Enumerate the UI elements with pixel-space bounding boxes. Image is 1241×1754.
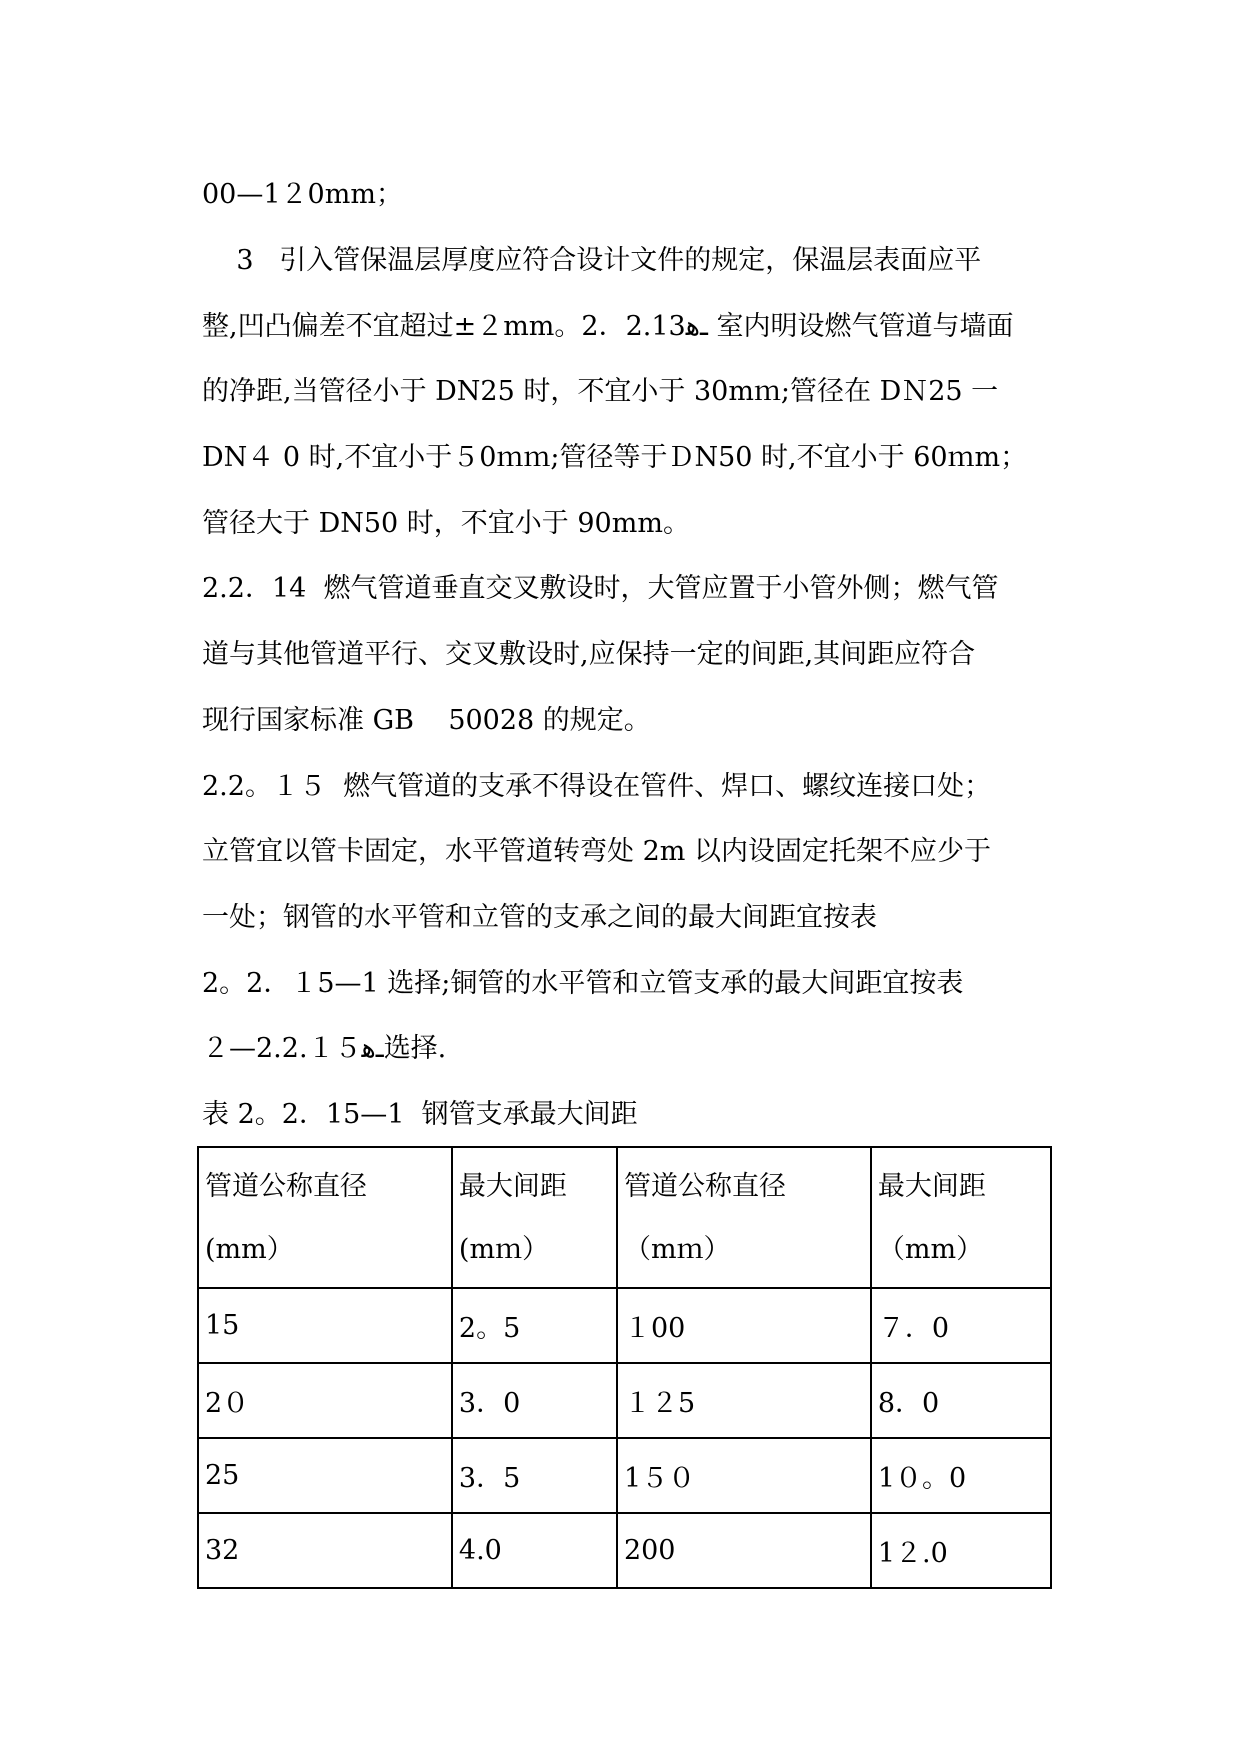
table-row bbox=[198, 1288, 1051, 1363]
header-cell: 最大间距 （mm） bbox=[871, 1147, 1051, 1288]
table-cell: 3．5 bbox=[452, 1438, 617, 1513]
table-row bbox=[198, 1513, 1051, 1588]
table-cell: 2０ bbox=[198, 1363, 452, 1438]
table-header-row bbox=[198, 1147, 1051, 1288]
text-line: 一处；钢管的水平管和立管的支承之间的最大间距宜按表 bbox=[202, 902, 877, 933]
table-cell: 15 bbox=[198, 1288, 452, 1363]
table-cell: 1０。0 bbox=[871, 1438, 1051, 1513]
text-line: 整,凹凸偏差不宜超过±２mm。2．2.13ـﻫ 室内明设燃气管道与墙面 bbox=[202, 311, 1014, 342]
text-line: ２—2.2.１５ـﻫ选择. bbox=[202, 1033, 447, 1064]
table-row bbox=[198, 1438, 1051, 1513]
table-cell: １２5 bbox=[617, 1363, 871, 1438]
text-line: 2。2．１5—1 选择;铜管的水平管和立管支承的最大间距宜按表 bbox=[202, 968, 964, 999]
table-cell: 1５０ bbox=[617, 1438, 871, 1513]
text-line: 立管宜以管卡固定，水平管道转弯处 2m 以内设固定托架不应少于 bbox=[202, 836, 991, 867]
steel-support-spacing-table bbox=[197, 1146, 1052, 1589]
text-line: 3 引入管保温层厚度应符合设计文件的规定，保温层表面应平 bbox=[202, 245, 982, 276]
table-cell: 4.0 bbox=[452, 1513, 617, 1588]
text-line: 现行国家标准 GB 50028 的规定。 bbox=[202, 705, 651, 736]
header-cell: 最大间距 (mｍ） bbox=[452, 1147, 617, 1288]
table-cell: 3．0 bbox=[452, 1363, 617, 1438]
text-line: 2.2．14 燃气管道垂直交叉敷设时，大管应置于小管外侧；燃气管 bbox=[202, 573, 999, 604]
text-line: 00—1２0mm； bbox=[202, 179, 403, 210]
table-caption: 表 2。2．15—1 钢管支承最大间距 bbox=[202, 1099, 638, 1130]
table-cell: 2。5 bbox=[452, 1288, 617, 1363]
text-line: DN４ 0 时,不宜小于５0ｍｍ;管径等于ＤN50 时,不宜小于 60ｍm； bbox=[202, 442, 1028, 473]
table-row bbox=[198, 1363, 1051, 1438]
text-line: 的净距,当管径小于 DN25 时，不宜小于 30mｍ;管径在 DＮ25 一 bbox=[202, 376, 999, 407]
table-cell: 200 bbox=[617, 1513, 871, 1588]
table-cell: 8．0 bbox=[871, 1363, 1051, 1438]
table-cell: 1２.0 bbox=[871, 1513, 1051, 1588]
table-cell: 32 bbox=[198, 1513, 452, 1588]
text-line: 管径大于 DN50 时，不宜小于 90mm。 bbox=[202, 508, 690, 539]
table-cell: 25 bbox=[198, 1438, 452, 1513]
text-line: 2.2。１５ 燃气管道的支承不得设在管件、焊口、螺纹连接口处； bbox=[202, 771, 992, 802]
header-cell: 管道公称直径 (mm） bbox=[198, 1147, 452, 1288]
table-cell: ７．0 bbox=[871, 1288, 1051, 1363]
table-cell: １00 bbox=[617, 1288, 871, 1363]
text-line: 道与其他管道平行、交叉敷设时,应保持一定的间距,其间距应符合 bbox=[202, 639, 976, 670]
header-cell: 管道公称直径 （mｍ） bbox=[617, 1147, 871, 1288]
